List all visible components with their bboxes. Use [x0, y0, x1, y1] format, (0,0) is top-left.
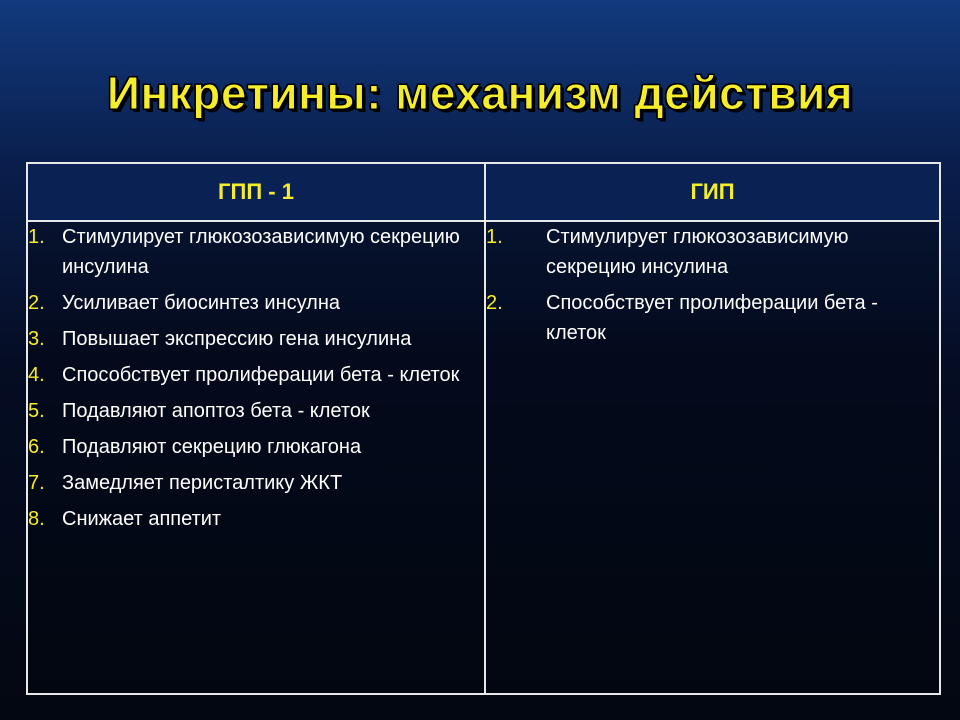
- item-text: Подавляют секрецию глюкагона: [62, 436, 362, 458]
- item-number: 2.: [28, 292, 45, 314]
- list-item: [486, 288, 939, 348]
- item-number: 2.: [486, 292, 503, 314]
- gip-effects-list: [486, 222, 939, 348]
- item-number: 6.: [28, 436, 45, 458]
- column-glp1: [28, 164, 486, 693]
- column-gip: [486, 164, 939, 693]
- list-item: [28, 222, 484, 282]
- item-text: Снижает аппетит: [62, 508, 222, 530]
- item-number: 1.: [486, 226, 503, 248]
- glp1-effects-list: [28, 222, 484, 534]
- column-header-gip: ГИП: [486, 164, 939, 222]
- item-number: 8.: [28, 508, 45, 530]
- item-text: Способствует пролиферации бета - клеток: [546, 292, 878, 344]
- column-header-glp1: ГПП - 1: [28, 164, 484, 222]
- item-text: Способствует пролиферации бета - клеток: [62, 364, 460, 386]
- list-item: [28, 432, 484, 462]
- list-item: [28, 504, 484, 534]
- list-item: [486, 222, 939, 282]
- item-text: Замедляет перисталтику ЖКТ: [62, 472, 343, 494]
- slide-title: Инкретины: механизм действия: [106, 67, 854, 119]
- list-item: [28, 360, 484, 390]
- item-number: 3.: [28, 328, 45, 350]
- item-text: Стимулирует глюкозозависимую секрецию инсулина: [546, 226, 849, 278]
- list-item: [28, 396, 484, 426]
- item-text: Повышает экспрессию гена инсулина: [62, 328, 412, 350]
- item-text: Усиливает биосинтез инсулна: [62, 292, 341, 314]
- item-number: 5.: [28, 400, 45, 422]
- list-item: [28, 468, 484, 498]
- item-number: 1.: [28, 226, 45, 248]
- list-item: [28, 288, 484, 318]
- item-text: Подавляют апоптоз бета - клеток: [62, 400, 370, 422]
- comparison-table: [26, 162, 941, 695]
- list-item: [28, 324, 484, 354]
- item-number: 4.: [28, 364, 45, 386]
- item-text: Стимулирует глюкозозависимую секрецию инсулина: [62, 226, 460, 278]
- item-number: 7.: [28, 472, 45, 494]
